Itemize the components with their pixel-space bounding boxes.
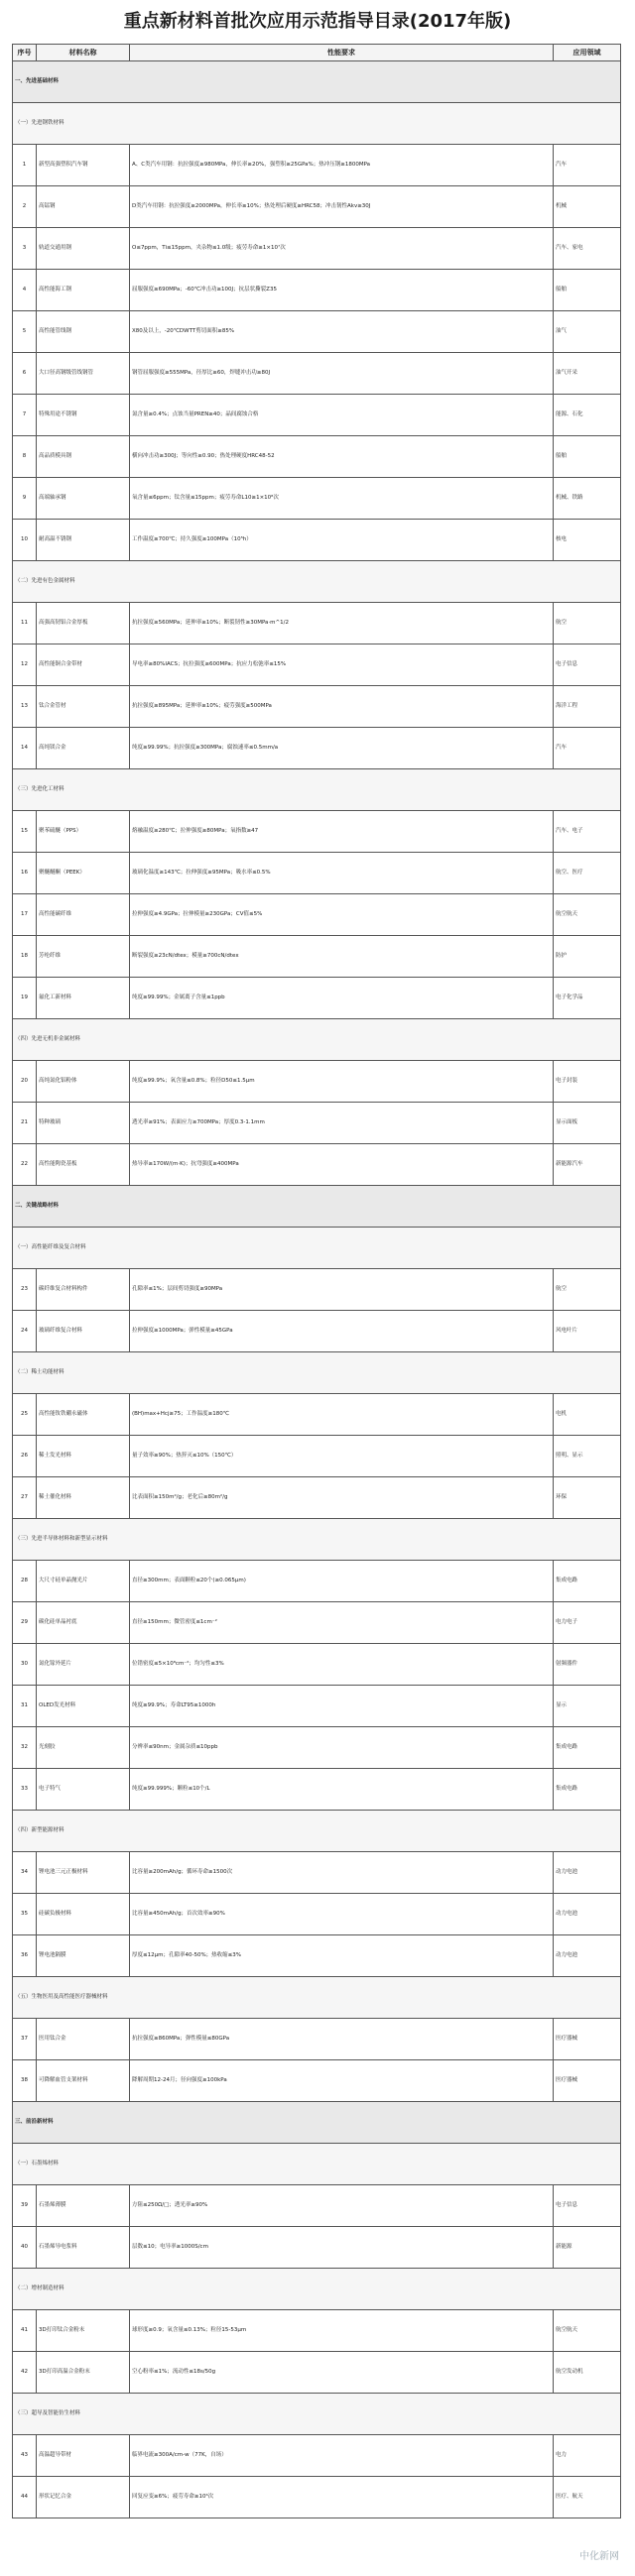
subsection-row xyxy=(13,1977,621,2019)
cell-requirements: 拉伸强度≥4.9GPa；拉伸模量≥230GPa；CV值≤5% xyxy=(130,894,554,936)
cell-field: 电子封装 xyxy=(554,1061,621,1103)
table-row xyxy=(13,1477,621,1519)
table-row xyxy=(13,2019,621,2060)
table-row xyxy=(13,353,621,395)
cell-field: 新能源 xyxy=(554,2227,621,2269)
cell-field: 医疗器械 xyxy=(554,2060,621,2102)
cell-no: 42 xyxy=(13,2352,37,2394)
section-label: （三）先进半导体材料和新型显示材料 xyxy=(13,1519,621,1561)
cell-name: 氟化工新材料 xyxy=(37,978,130,1019)
table-row xyxy=(13,894,621,936)
cell-name: 3D打印钛合金粉末 xyxy=(37,2310,130,2352)
cell-requirements: 量子效率≥90%；热猝灭≤10%（150℃） xyxy=(130,1436,554,1477)
cell-requirements: 纯度≥99.9%；氧含量≤0.8%；粒径D50≤1.5μm xyxy=(130,1061,554,1103)
table-row xyxy=(13,228,621,270)
cell-field: 航空发动机 xyxy=(554,2352,621,2394)
table-row xyxy=(13,1644,621,1686)
cell-no: 26 xyxy=(13,1436,37,1477)
cell-field: 汽车、电子 xyxy=(554,811,621,853)
subsection-row xyxy=(13,1811,621,1852)
subsection-row xyxy=(13,769,621,811)
cell-no: 36 xyxy=(13,1935,37,1977)
cell-name: 可降解血管支架材料 xyxy=(37,2060,130,2102)
cell-requirements: X80及以上，-20℃DWTT剪切面积≥85% xyxy=(130,311,554,353)
cell-no: 11 xyxy=(13,603,37,644)
header-requirements: 性能要求 xyxy=(130,45,554,61)
cell-requirements: 直径≥300mm；表面颗粒≤20个(≥0.065μm) xyxy=(130,1561,554,1602)
cell-no: 38 xyxy=(13,2060,37,2102)
cell-no: 9 xyxy=(13,478,37,520)
table-row xyxy=(13,1686,621,1727)
table-row xyxy=(13,2435,621,2477)
cell-no: 10 xyxy=(13,520,37,561)
cell-field: 医疗器械 xyxy=(554,2019,621,2060)
section-row xyxy=(13,1186,621,1228)
cell-field: 汽车、家电 xyxy=(554,228,621,270)
cell-name: 锂电池三元正极材料 xyxy=(37,1852,130,1894)
cell-field: 船舶 xyxy=(554,270,621,311)
cell-no: 27 xyxy=(13,1477,37,1519)
cell-requirements: 热导率≥170W/(m·K)；抗弯强度≥400MPa xyxy=(130,1144,554,1186)
cell-no: 25 xyxy=(13,1394,37,1436)
cell-field: 电力 xyxy=(554,2435,621,2477)
table-row xyxy=(13,1561,621,1602)
cell-requirements: 透光率≥91%；表面应力≥700MPa；厚度0.3-1.1mm xyxy=(130,1103,554,1144)
cell-requirements: 工作温度≥700℃；持久强度≥100MPa（10⁵h） xyxy=(130,520,554,561)
cell-no: 13 xyxy=(13,686,37,728)
materials-table xyxy=(12,44,621,2518)
section-label: 一、先进基础材料 xyxy=(13,61,621,103)
cell-requirements: 纯度≥99.9%；寿命LT95≥1000h xyxy=(130,1686,554,1727)
cell-name: 石墨烯导电浆料 xyxy=(37,2227,130,2269)
cell-field: 集成电路 xyxy=(554,1561,621,1602)
subsection-row xyxy=(13,2144,621,2185)
table-row xyxy=(13,728,621,769)
cell-field: 集成电路 xyxy=(554,1727,621,1769)
cell-name: 3D打印高温合金粉末 xyxy=(37,2352,130,2394)
cell-no: 40 xyxy=(13,2227,37,2269)
cell-no: 21 xyxy=(13,1103,37,1144)
table-row xyxy=(13,2352,621,2394)
subsection-row xyxy=(13,2269,621,2310)
cell-no: 35 xyxy=(13,1894,37,1935)
cell-name: 石墨烯薄膜 xyxy=(37,2185,130,2227)
table-row xyxy=(13,2185,621,2227)
cell-name: 氮化镓外延片 xyxy=(37,1644,130,1686)
section-label: （一）高性能纤维及复合材料 xyxy=(13,1228,621,1269)
table-body xyxy=(13,61,621,2518)
cell-field: 动力电池 xyxy=(554,1894,621,1935)
table-row xyxy=(13,520,621,561)
table-row xyxy=(13,1436,621,1477)
cell-name: 稀土催化材料 xyxy=(37,1477,130,1519)
table-row xyxy=(13,644,621,686)
cell-no: 3 xyxy=(13,228,37,270)
header-field: 应用领域 xyxy=(554,45,621,61)
cell-field: 电子信息 xyxy=(554,2185,621,2227)
cell-field: 汽车 xyxy=(554,145,621,186)
cell-name: 大口径高钢级管线钢管 xyxy=(37,353,130,395)
cell-field: 能源、石化 xyxy=(554,395,621,436)
section-label: 二、关键战略材料 xyxy=(13,1186,621,1228)
table-row xyxy=(13,1144,621,1186)
cell-no: 19 xyxy=(13,978,37,1019)
cell-field: 射频器件 xyxy=(554,1644,621,1686)
cell-no: 7 xyxy=(13,395,37,436)
cell-field: 电子化学品 xyxy=(554,978,621,1019)
cell-no: 12 xyxy=(13,644,37,686)
cell-requirements: 氧含量≤6ppm；钛含量≤15ppm；疲劳寿命L10≥1×10⁸次 xyxy=(130,478,554,520)
cell-field: 显示 xyxy=(554,1686,621,1727)
cell-requirements: 熔融温度≥280℃；拉伸强度≥80MPa；氧指数≥47 xyxy=(130,811,554,853)
cell-field: 航空 xyxy=(554,1269,621,1311)
cell-no: 17 xyxy=(13,894,37,936)
cell-field: 电机 xyxy=(554,1394,621,1436)
subsection-row xyxy=(13,1019,621,1061)
table-row xyxy=(13,603,621,644)
cell-requirements: 钢管屈服强度≥555MPa，径厚比≥60，焊缝冲击功≥80J xyxy=(130,353,554,395)
section-row xyxy=(13,2102,621,2144)
cell-no: 41 xyxy=(13,2310,37,2352)
cell-field: 电子信息 xyxy=(554,644,621,686)
cell-name: 高性能陶瓷基板 xyxy=(37,1144,130,1186)
cell-requirements: 抗拉强度≥860MPa；弹性模量≤80GPa xyxy=(130,2019,554,2060)
cell-field: 海洋工程 xyxy=(554,686,621,728)
header-no: 序号 xyxy=(13,45,37,61)
cell-requirements: (BH)max+Hcj≥75；工作温度≥180℃ xyxy=(130,1394,554,1436)
cell-no: 37 xyxy=(13,2019,37,2060)
cell-requirements: 层数≤10；电导率≥1000S/cm xyxy=(130,2227,554,2269)
table-row xyxy=(13,1311,621,1352)
subsection-row xyxy=(13,103,621,145)
cell-no: 22 xyxy=(13,1144,37,1186)
cell-name: 高性能管线钢 xyxy=(37,311,130,353)
section-label: （一）先进钢铁材料 xyxy=(13,103,621,145)
section-label: （二）先进有色金属材料 xyxy=(13,561,621,603)
cell-field: 机械、铁路 xyxy=(554,478,621,520)
cell-no: 6 xyxy=(13,353,37,395)
cell-requirements: 直径≥150mm；微管密度≤1cm⁻² xyxy=(130,1602,554,1644)
cell-field: 防护 xyxy=(554,936,621,978)
cell-no: 43 xyxy=(13,2435,37,2477)
cell-requirements: 比表面积≥150m²/g；老化后≥80m²/g xyxy=(130,1477,554,1519)
cell-name: 特种玻璃 xyxy=(37,1103,130,1144)
cell-name: 光刻胶 xyxy=(37,1727,130,1769)
cell-name: 聚苯硫醚（PPS） xyxy=(37,811,130,853)
cell-name: 硅碳负极材料 xyxy=(37,1894,130,1935)
cell-requirements: 分辨率≤90nm；金属杂质≤10ppb xyxy=(130,1727,554,1769)
table-row xyxy=(13,145,621,186)
subsection-row xyxy=(13,2394,621,2435)
cell-field: 集成电路 xyxy=(554,1769,621,1811)
cell-name: 高性能铜合金带材 xyxy=(37,644,130,686)
table-row xyxy=(13,811,621,853)
cell-requirements: O≤7ppm，Ti≤15ppm，夹杂物≤1.0级；疲劳寿命≥1×10⁷次 xyxy=(130,228,554,270)
table-row xyxy=(13,853,621,894)
subsection-row xyxy=(13,561,621,603)
cell-name: OLED发光材料 xyxy=(37,1686,130,1727)
table-row xyxy=(13,1269,621,1311)
cell-requirements: 抗拉强度≥560MPa；延伸率≥10%；断裂韧性≥30MPa·m^1/2 xyxy=(130,603,554,644)
cell-field: 航空、医疗 xyxy=(554,853,621,894)
cell-name: 高纯氮化铝粉体 xyxy=(37,1061,130,1103)
cell-name: 玻璃纤维复合材料 xyxy=(37,1311,130,1352)
cell-requirements: 孔隙率≤1%；层间剪切强度≥90MPa xyxy=(130,1269,554,1311)
cell-field: 油气 xyxy=(554,311,621,353)
cell-requirements: 回复应变≥6%；疲劳寿命≥10⁶次 xyxy=(130,2477,554,2518)
cell-field: 医疗、航天 xyxy=(554,2477,621,2518)
cell-no: 33 xyxy=(13,1769,37,1811)
cell-field: 电力电子 xyxy=(554,1602,621,1644)
table-header-row xyxy=(13,45,621,61)
cell-no: 1 xyxy=(13,145,37,186)
section-label: （四）新型能源材料 xyxy=(13,1811,621,1852)
table-row xyxy=(13,186,621,228)
table-row xyxy=(13,2227,621,2269)
cell-requirements: 临界电流≥300A/cm-w（77K，自场） xyxy=(130,2435,554,2477)
section-row xyxy=(13,61,621,103)
table-row xyxy=(13,1727,621,1769)
section-label: （二）增材制造材料 xyxy=(13,2269,621,2310)
table-row xyxy=(13,270,621,311)
table-row xyxy=(13,686,621,728)
cell-field: 新能源汽车 xyxy=(554,1144,621,1186)
table-row xyxy=(13,1394,621,1436)
table-row xyxy=(13,1769,621,1811)
section-label: （三）先进化工材料 xyxy=(13,769,621,811)
cell-name: 耐高温不锈钢 xyxy=(37,520,130,561)
table-row xyxy=(13,1602,621,1644)
cell-no: 30 xyxy=(13,1644,37,1686)
cell-requirements: A、C类汽车用钢：抗拉强度≥980MPa，伸长率≥20%，强塑积≥25GPa%；热冲压钢≥1800MPa xyxy=(130,145,554,186)
table-row xyxy=(13,478,621,520)
cell-requirements: 拉伸强度≥1000MPa；弹性模量≥45GPa xyxy=(130,1311,554,1352)
cell-name: 稀土发光材料 xyxy=(37,1436,130,1477)
cell-field: 机械 xyxy=(554,186,621,228)
cell-requirements: 纯度≥99.99%；抗拉强度≥300MPa；腐蚀速率≤0.5mm/a xyxy=(130,728,554,769)
table-row xyxy=(13,395,621,436)
cell-requirements: 屈服强度≥690MPa；-60℃冲击功≥100J；抗层状撕裂Z35 xyxy=(130,270,554,311)
cell-requirements: 横向冲击功≥300J；等向性≥0.90；热处理硬度HRC48-52 xyxy=(130,436,554,478)
cell-no: 28 xyxy=(13,1561,37,1602)
cell-no: 16 xyxy=(13,853,37,894)
cell-requirements: 纯度≥99.99%；金属离子含量≤1ppb xyxy=(130,978,554,1019)
cell-name: 高性能海工钢 xyxy=(37,270,130,311)
cell-field: 航空 xyxy=(554,603,621,644)
cell-name: 锂电池隔膜 xyxy=(37,1935,130,1977)
cell-name: 特殊用途不锈钢 xyxy=(37,395,130,436)
cell-name: 高品质模具钢 xyxy=(37,436,130,478)
cell-field: 照明、显示 xyxy=(554,1436,621,1477)
cell-name: 高温超导带材 xyxy=(37,2435,130,2477)
cell-requirements: 降解周期12-24月；径向强度≥100kPa xyxy=(130,2060,554,2102)
cell-requirements: 比容量≥450mAh/g；首次效率≥90% xyxy=(130,1894,554,1935)
cell-field: 动力电池 xyxy=(554,1935,621,1977)
cell-name: 轨道交通用钢 xyxy=(37,228,130,270)
cell-field: 航空航天 xyxy=(554,2310,621,2352)
cell-no: 24 xyxy=(13,1311,37,1352)
cell-requirements: 纯度≥99.999%；颗粒≤10个/L xyxy=(130,1769,554,1811)
cell-requirements: D类汽车用钢：抗拉强度≥2000MPa，伸长率≥10%；热处理后硬度≥HRC58；冲击韧性Akv≥30J xyxy=(130,186,554,228)
cell-name: 钛合金管材 xyxy=(37,686,130,728)
cell-field: 船舶 xyxy=(554,436,621,478)
cell-no: 44 xyxy=(13,2477,37,2518)
cell-no: 34 xyxy=(13,1852,37,1894)
cell-field: 显示面板 xyxy=(554,1103,621,1144)
cell-requirements: 空心粉率≤1%；流动性≤18s/50g xyxy=(130,2352,554,2394)
table-row xyxy=(13,2310,621,2352)
cell-field: 环保 xyxy=(554,1477,621,1519)
cell-requirements: 氮含量≥0.4%；点蚀当量PREN≥40；晶间腐蚀合格 xyxy=(130,395,554,436)
cell-no: 23 xyxy=(13,1269,37,1311)
cell-name: 聚醚醚酮（PEEK） xyxy=(37,853,130,894)
cell-name: 新型高强塑积汽车钢 xyxy=(37,145,130,186)
cell-no: 39 xyxy=(13,2185,37,2227)
cell-requirements: 抗拉强度≥895MPa；延伸率≥10%；疲劳强度≥500MPa xyxy=(130,686,554,728)
cell-no: 29 xyxy=(13,1602,37,1644)
cell-requirements: 球形度≥0.9；氧含量≤0.13%；粒径15-53μm xyxy=(130,2310,554,2352)
cell-name: 碳纤维复合材料构件 xyxy=(37,1269,130,1311)
cell-name: 形状记忆合金 xyxy=(37,2477,130,2518)
cell-field: 油气开采 xyxy=(554,353,621,395)
section-label: （二）稀土功能材料 xyxy=(13,1352,621,1394)
cell-no: 31 xyxy=(13,1686,37,1727)
table-row xyxy=(13,978,621,1019)
table-row xyxy=(13,1061,621,1103)
section-label: （一）石墨烯材料 xyxy=(13,2144,621,2185)
cell-requirements: 比容量≥200mAh/g；循环寿命≥1500次 xyxy=(130,1852,554,1894)
cell-no: 20 xyxy=(13,1061,37,1103)
cell-requirements: 厚度≤12μm；孔隙率40-50%；热收缩≤3% xyxy=(130,1935,554,1977)
cell-field: 汽车 xyxy=(554,728,621,769)
table-row xyxy=(13,436,621,478)
table-row xyxy=(13,1935,621,1977)
table-row xyxy=(13,936,621,978)
cell-name: 大尺寸硅单晶抛光片 xyxy=(37,1561,130,1602)
cell-no: 4 xyxy=(13,270,37,311)
table-row xyxy=(13,1103,621,1144)
cell-field: 核电 xyxy=(554,520,621,561)
subsection-row xyxy=(13,1352,621,1394)
cell-no: 2 xyxy=(13,186,37,228)
watermark: 中化新网 xyxy=(579,2551,619,2562)
table-row xyxy=(13,1894,621,1935)
cell-name: 高性能钕铁硼永磁体 xyxy=(37,1394,130,1436)
cell-requirements: 玻璃化温度≥143℃；拉伸强度≥95MPa；吸水率≤0.5% xyxy=(130,853,554,894)
cell-requirements: 导电率≥80%IACS；抗拉强度≥600MPa；抗应力松弛率≤15% xyxy=(130,644,554,686)
subsection-row xyxy=(13,1228,621,1269)
cell-no: 18 xyxy=(13,936,37,978)
section-label: （三）超导及智能仿生材料 xyxy=(13,2394,621,2435)
cell-name: 高端轴承钢 xyxy=(37,478,130,520)
cell-field: 航空航天 xyxy=(554,894,621,936)
table-row xyxy=(13,311,621,353)
cell-name: 高纯镁合金 xyxy=(37,728,130,769)
cell-requirements: 位错密度≤5×10⁸cm⁻²；均匀性≤3% xyxy=(130,1644,554,1686)
cell-name: 芳纶纤维 xyxy=(37,936,130,978)
cell-no: 14 xyxy=(13,728,37,769)
subsection-row xyxy=(13,1519,621,1561)
cell-no: 32 xyxy=(13,1727,37,1769)
header-name: 材料名称 xyxy=(37,45,130,61)
cell-no: 15 xyxy=(13,811,37,853)
cell-requirements: 方阻≤250Ω/□；透光率≥90% xyxy=(130,2185,554,2227)
table-row xyxy=(13,2060,621,2102)
document-title: 重点新材料首批次应用示范指导目录(2017年版) xyxy=(123,11,512,32)
cell-field: 风电叶片 xyxy=(554,1311,621,1352)
section-label: （四）先进无机非金属材料 xyxy=(13,1019,621,1061)
cell-name: 高强高韧铝合金厚板 xyxy=(37,603,130,644)
cell-no: 5 xyxy=(13,311,37,353)
cell-name: 医用钛合金 xyxy=(37,2019,130,2060)
cell-name: 电子特气 xyxy=(37,1769,130,1811)
section-label: （五）生物医用及高性能医疗器械材料 xyxy=(13,1977,621,2019)
cell-name: 碳化硅单晶衬底 xyxy=(37,1602,130,1644)
cell-no: 8 xyxy=(13,436,37,478)
cell-requirements: 断裂强度≥23cN/dtex；模量≥700cN/dtex xyxy=(130,936,554,978)
section-label: 三、前沿新材料 xyxy=(13,2102,621,2144)
cell-field: 动力电池 xyxy=(554,1852,621,1894)
cell-name: 高锰钢 xyxy=(37,186,130,228)
table-row xyxy=(13,2477,621,2518)
table-row xyxy=(13,1852,621,1894)
cell-name: 高性能碳纤维 xyxy=(37,894,130,936)
